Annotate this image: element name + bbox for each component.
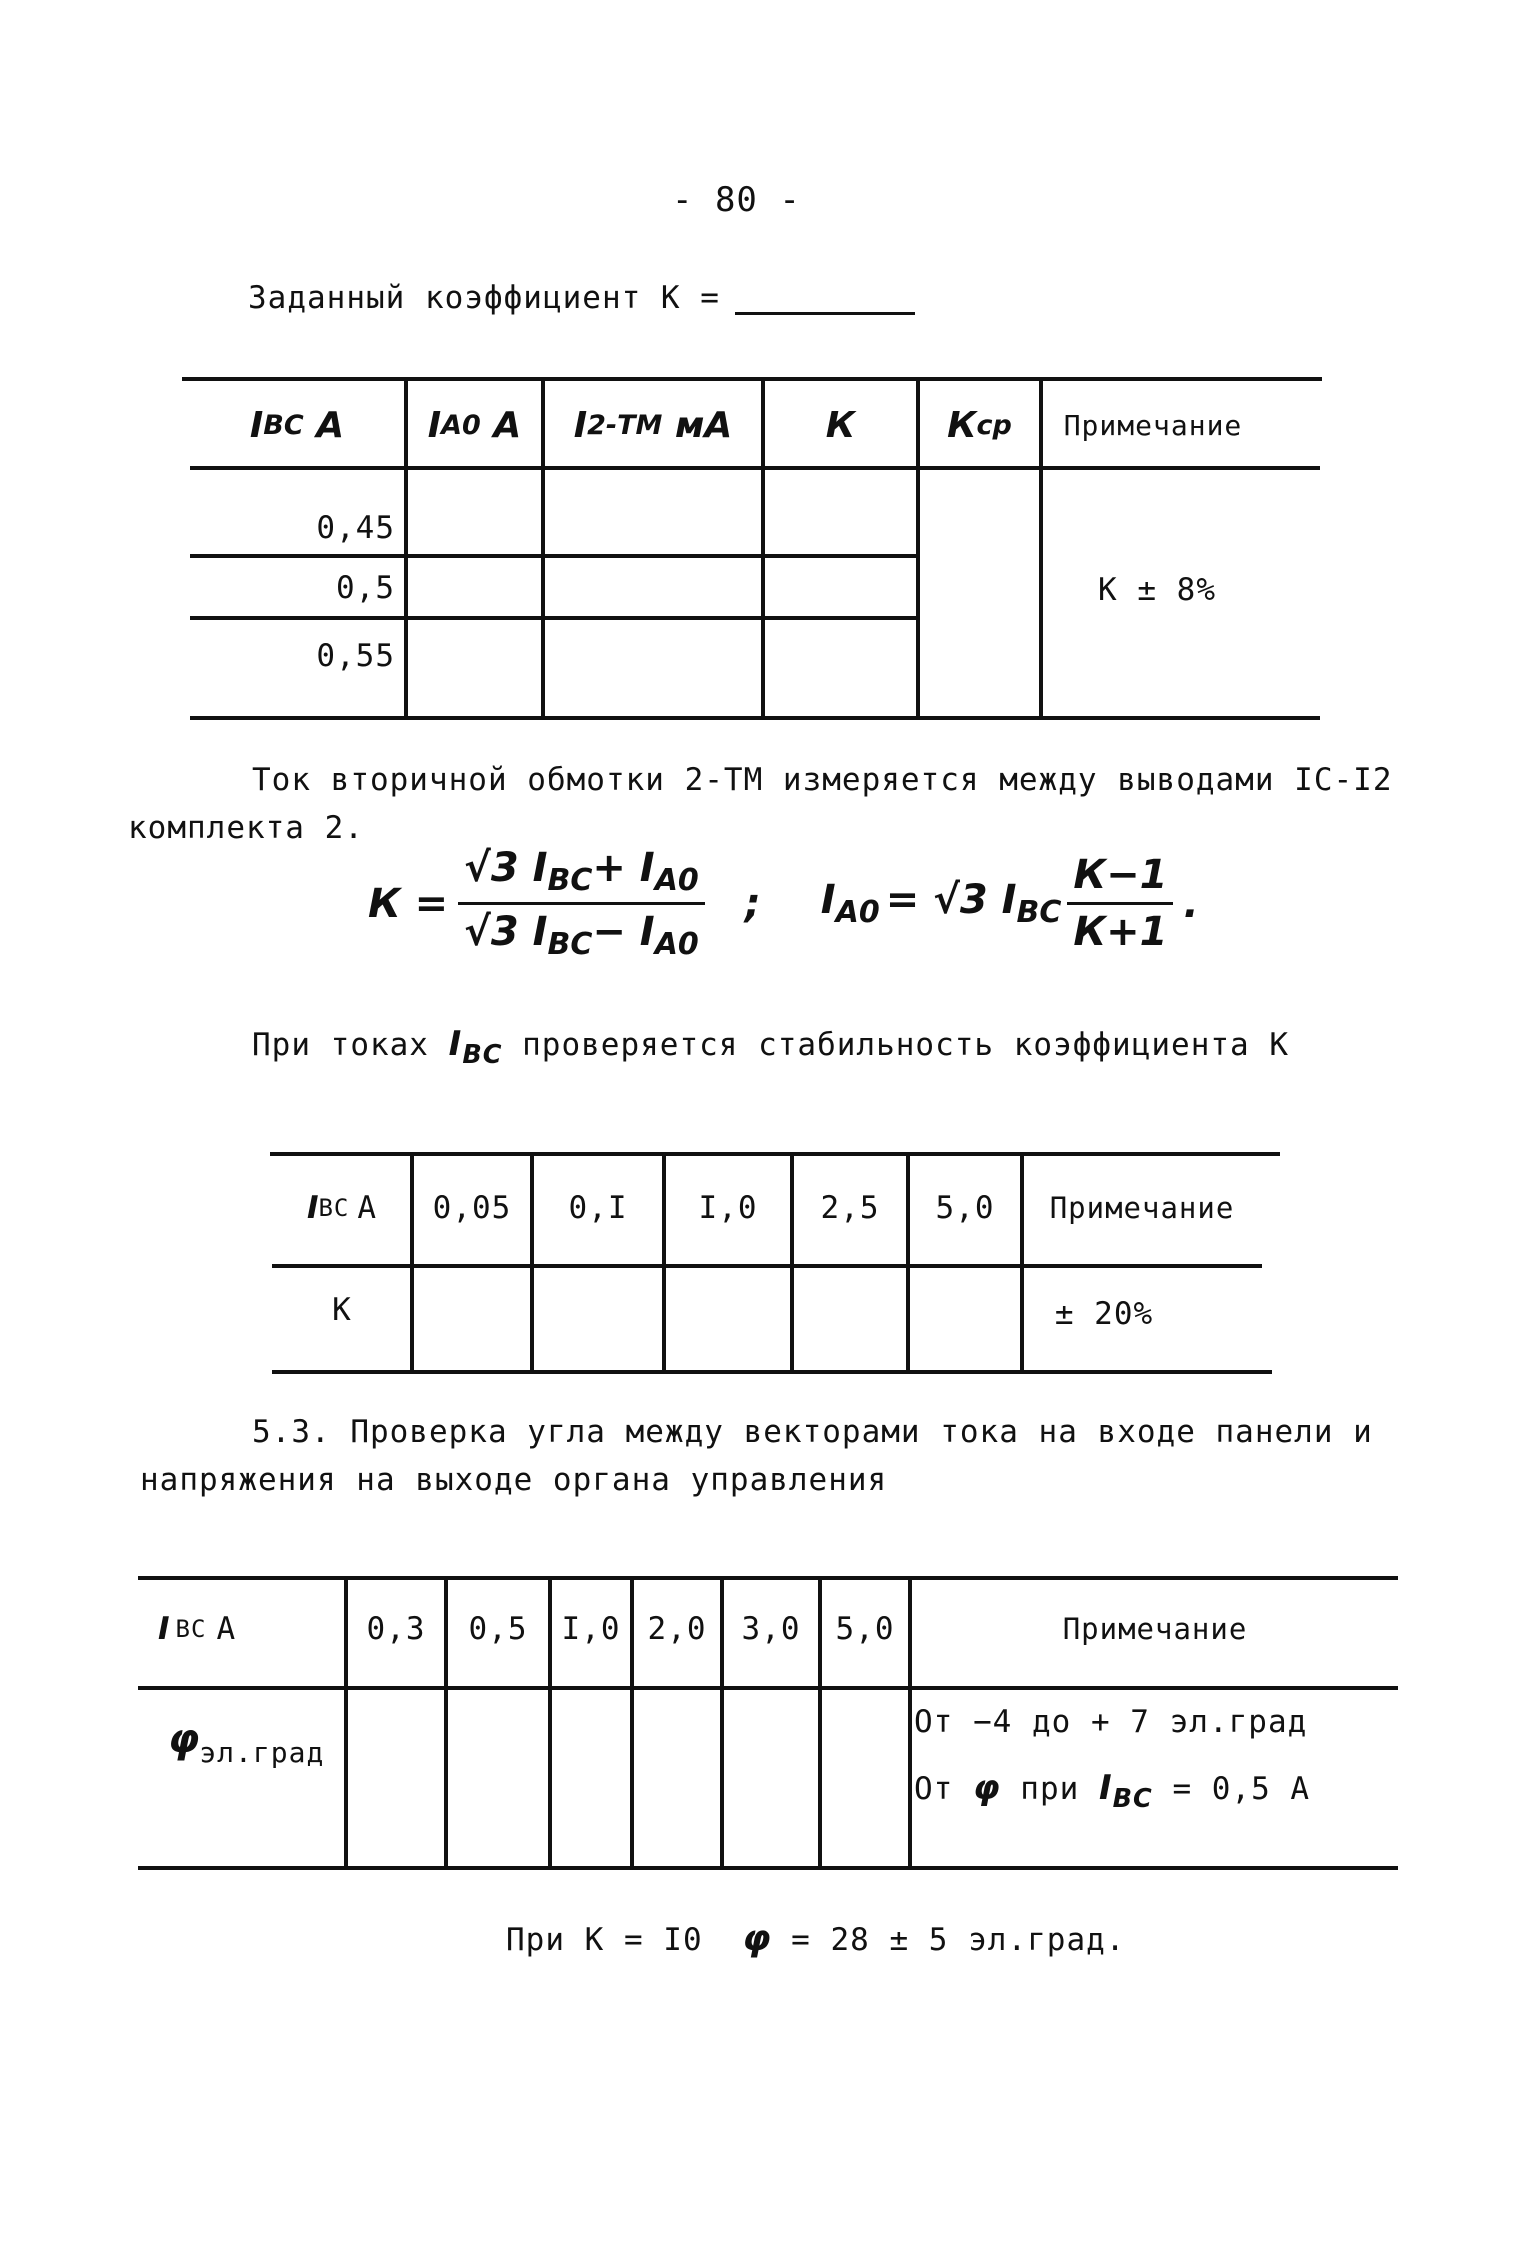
- given-coefficient-blank: [735, 312, 915, 315]
- table1-header-ia0: I А0 А: [427, 404, 522, 446]
- given-coefficient-label: Заданный коэффициент К =: [248, 280, 720, 316]
- table3-value-5: 5,0: [835, 1611, 895, 1647]
- section-heading-line1: 5.3. Проверка угла между векторами тока на входе панели и: [252, 1414, 1373, 1450]
- table1-header-kcp: К ср: [947, 404, 1012, 446]
- table1-header-k: К: [825, 404, 856, 446]
- table2-value-4: 5,0: [935, 1190, 995, 1226]
- section-heading-line2: напряжения на выходе органа управления: [140, 1462, 888, 1498]
- table2-value-2: I,0: [698, 1190, 758, 1226]
- table3-value-0: 0,3: [366, 1611, 426, 1647]
- paragraph-secondary-current: Ток вторичной обмотки 2-ТМ измеряется между выводами IС-I2: [252, 762, 1393, 798]
- phi-symbol: φ: [742, 1918, 772, 1959]
- table3-value-1: 0,5: [468, 1611, 528, 1647]
- table2-value-0: 0,05: [432, 1190, 512, 1226]
- table3-note-line2: От φ при $I_{ВС} = 0,5$ А: [914, 1768, 1311, 1814]
- table1-header-note: Примечание: [1063, 408, 1243, 442]
- table3-note-line1: От −4 до + 7 эл.град: [914, 1704, 1308, 1740]
- phi-symbol: φ: [973, 1768, 1001, 1808]
- table2-note-header: Примечание: [1049, 1191, 1235, 1225]
- table1-row-0: 0,45: [316, 510, 395, 546]
- table1-header-ibc: I ВС А: [249, 404, 345, 446]
- table3-value-4: 3,0: [741, 1611, 801, 1647]
- phi-symbol: φ: [168, 1716, 200, 1762]
- table2-value-3: 2,5: [820, 1190, 880, 1226]
- formula: К = $\frac{√3 I_{ВС}+ I_{А0}}{√3 I_{ВС}- I_{А0}}$ ; $I_{А0}$ = √3 $I_{ВС}$ $\frac{К-1}{К+1}$ .: [368, 845, 1199, 962]
- table2-note: ± 20%: [1054, 1296, 1154, 1332]
- page-number: - 80 -: [672, 180, 801, 220]
- table3-header-ibc: I ВС А: [158, 1611, 237, 1647]
- table1-row-1: 0,5: [336, 570, 395, 606]
- table2-row-label: К: [332, 1292, 352, 1328]
- table2-value-1: 0,I: [568, 1190, 628, 1226]
- table3-value-2: I,0: [561, 1611, 621, 1647]
- paragraph-stability: При токах $I_{ВС}$ проверяется стабильность коэффициента К: [252, 1024, 1290, 1070]
- table3-note-header: Примечание: [1062, 1612, 1248, 1646]
- table1-note: К ± 8%: [1098, 572, 1216, 608]
- table1-header-i2tm: I 2-ТМ мА: [573, 404, 733, 446]
- table1-row-2: 0,55: [316, 638, 395, 674]
- bottom-condition: При К = I0 φ = 28 ± 5 эл.град.: [506, 1918, 1126, 1959]
- table2-header-ibc: I ВС А: [306, 1190, 378, 1226]
- paragraph-secondary-current-cont: комплекта 2.: [128, 810, 364, 846]
- table3-value-3: 2,0: [647, 1611, 707, 1647]
- table3-row-label: φэл.град: [168, 1716, 325, 1769]
